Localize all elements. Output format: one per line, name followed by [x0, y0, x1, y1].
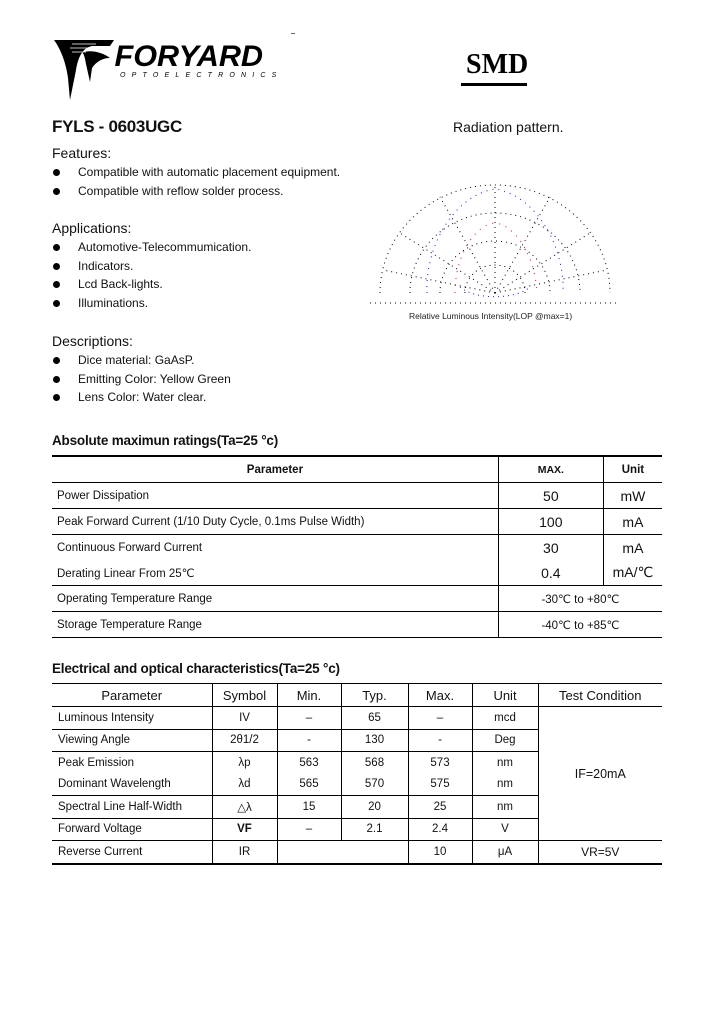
foryard-swirl-icon: [52, 38, 116, 108]
bullet-icon: [53, 281, 60, 288]
test-condition-if: IF=20mA: [538, 707, 662, 841]
descriptions-title: Descriptions:: [52, 333, 133, 349]
bullet-icon: [53, 263, 60, 270]
header-max: MAX.: [498, 456, 603, 483]
radiation-pattern-caption: Relative Luminous Intensity(LOP @max=1): [409, 311, 573, 321]
decorative-dash: [291, 33, 295, 34]
table-row: Operating Temperature Range -30℃ to +80℃: [52, 586, 662, 612]
bullet-icon: [53, 169, 60, 176]
applications-title: Applications:: [52, 220, 132, 236]
electrical-table: [52, 683, 662, 865]
foryard-logo: [52, 38, 282, 108]
table-header-row: Parameter Symbol Min. Typ. Max. Unit Test Condition: [52, 684, 662, 707]
features-title: Features:: [52, 145, 112, 161]
feature-item: Compatible with reflow solder process.: [52, 182, 372, 201]
abs-max-title: Absolute maximun ratings(Ta=25 °c): [52, 433, 279, 448]
radiation-pattern-chart: [365, 175, 625, 305]
description-item: Emitting Color: Yellow Green: [52, 370, 372, 389]
test-condition-vr: VR=5V: [538, 841, 662, 864]
bullet-icon: [53, 357, 60, 364]
descriptions-section: [52, 333, 372, 407]
brand-subtitle: OPTOELECTRONICS: [120, 72, 283, 79]
description-item: Dice material: GaAsP.: [52, 351, 372, 370]
bullet-icon: [53, 394, 60, 401]
applications-section: [52, 220, 372, 313]
table-row: Peak Forward Current (1/10 Duty Cycle, 0.1ms Pulse Width) 100 mA: [52, 509, 662, 535]
bullet-icon: [53, 376, 60, 383]
table-row: Power Dissipation 50 mW: [52, 483, 662, 509]
table-row: Continuous Forward Current 30 mA: [52, 535, 662, 561]
electrical-title: Electrical and optical characteristics(Ta=25 °c): [52, 661, 340, 676]
table-row: Spectral Line Half-Width △λ 15 20 25 nm: [52, 796, 662, 819]
part-number: FYLS - 0603UGC: [52, 117, 182, 136]
table-row: Luminous Intensity IV – 65 – mcd IF=20mA: [52, 707, 662, 730]
feature-item: Compatible with automatic placement equipment.: [52, 163, 372, 182]
features-section: [52, 145, 372, 200]
table-row: Dominant Wavelength λd 565 570 575 nm: [52, 774, 662, 796]
table-row: Storage Temperature Range -40℃ to +85℃: [52, 612, 662, 638]
table-row: Derating Linear From 25℃ 0.4 mA/℃: [52, 560, 662, 586]
bullet-icon: [53, 300, 60, 307]
application-item: Automotive-Telecommumication.: [52, 238, 372, 257]
radiation-pattern-title: Radiation pattern.: [453, 119, 564, 135]
table-row: Reverse Current IR 10 μA VR=5V: [52, 841, 662, 864]
package-type: SMD: [466, 49, 529, 80]
application-item: Indicators.: [52, 257, 372, 276]
application-item: Lcd Back-lights.: [52, 275, 372, 294]
table-row: Peak Emission λp 563 568 573 nm: [52, 752, 662, 774]
abs-max-table: [52, 455, 662, 638]
table-header-row: [52, 456, 662, 483]
description-item: Lens Color: Water clear.: [52, 388, 372, 407]
bullet-icon: [53, 188, 60, 195]
header-unit: Unit: [603, 456, 662, 483]
table-row: Forward Voltage VF – 2.1 2.4 V: [52, 818, 662, 841]
bullet-icon: [53, 244, 60, 251]
table-row: Viewing Angle 2θ1/2 - 130 - Deg: [52, 729, 662, 752]
application-item: Illuminations.: [52, 294, 372, 313]
brand-name: FORYARD: [114, 40, 264, 73]
header-parameter: Parameter: [52, 456, 498, 483]
package-type-underline: [461, 83, 527, 86]
